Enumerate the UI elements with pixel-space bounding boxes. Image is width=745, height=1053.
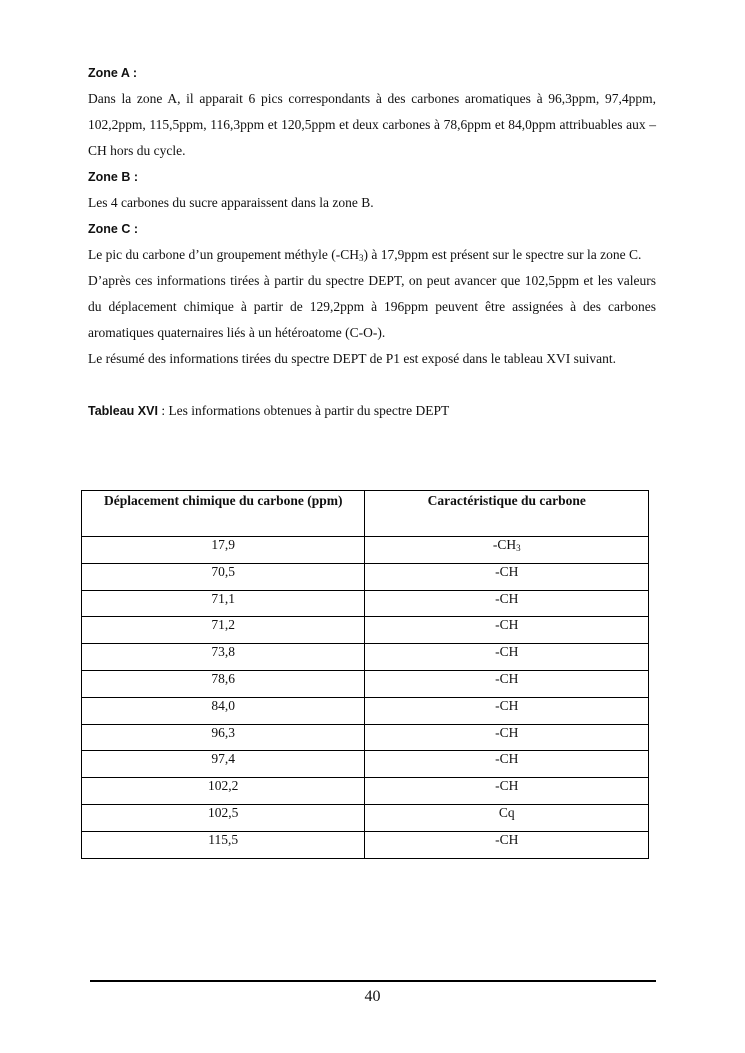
cell-carbon-type — [365, 724, 649, 751]
cell-carbon-type — [365, 590, 649, 617]
table-row — [82, 644, 649, 671]
cell-chemical-shift: 71,2 — [82, 617, 365, 644]
table-row — [82, 617, 649, 644]
table-caption — [88, 398, 656, 424]
header-chemical-shift: Déplacement chimique du carbone (ppm) — [82, 491, 365, 537]
carbon-type-text: -CH — [495, 778, 519, 794]
carbon-type-text: -CH — [495, 563, 519, 579]
cell-chemical-shift: 102,5 — [82, 804, 365, 831]
table-caption-label: Tableau XVI — [88, 404, 158, 418]
table-row — [82, 670, 649, 697]
table-row — [82, 804, 649, 831]
page-number: 40 — [364, 988, 381, 1005]
cell-carbon-type — [365, 617, 649, 644]
zone-c-paragraph — [88, 242, 656, 268]
table-row — [82, 778, 649, 805]
table-row — [82, 751, 649, 778]
zone-b-paragraph: Les 4 carbones du sucre apparaissent dans la zone B. — [88, 195, 374, 210]
carbon-type-text: -CH — [495, 617, 519, 633]
footer-divider — [90, 980, 656, 982]
table-caption-text: : Les informations obtenues à partir du spectre DEPT — [157, 403, 450, 418]
cell-chemical-shift: 96,3 — [82, 724, 365, 751]
cell-carbon-type — [365, 563, 649, 590]
document-body — [88, 60, 656, 424]
dept-table — [81, 490, 649, 859]
cell-carbon-type — [365, 804, 649, 831]
carbon-type-subscript: 3 — [516, 543, 521, 553]
carbon-type-text: -CH — [495, 724, 519, 740]
cell-carbon-type — [365, 751, 649, 778]
cell-chemical-shift: 115,5 — [82, 831, 365, 858]
table-row — [82, 537, 649, 564]
cell-chemical-shift: 84,0 — [82, 697, 365, 724]
table-row — [82, 590, 649, 617]
zone-b-heading: Zone B : — [88, 170, 138, 184]
zone-c-heading: Zone C : — [88, 222, 138, 236]
cell-carbon-type — [365, 697, 649, 724]
carbon-type-text: -CH — [495, 590, 519, 606]
table-row — [82, 724, 649, 751]
cell-carbon-type — [365, 644, 649, 671]
cell-chemical-shift: 78,6 — [82, 670, 365, 697]
table-body — [82, 537, 649, 859]
cell-chemical-shift: 73,8 — [82, 644, 365, 671]
header-carbon-type: Caractéristique du carbone — [365, 491, 649, 537]
cell-chemical-shift: 102,2 — [82, 778, 365, 805]
table-row — [82, 563, 649, 590]
zone-a-paragraph: Dans la zone A, il apparait 6 pics correspondants à des carbones aromatiques à 96,3ppm, 97,4ppm, 102,2ppm, 115,5ppm, 116,3ppm et 120,5ppm et deux carbones à 78,6ppm et 84,0ppm attribuables aux –CH hors du cycle. — [88, 91, 656, 158]
zone-c-text-after: ) à 17,9ppm est présent sur le spectre sur la zone C. — [363, 247, 642, 262]
dept-paragraph: D’après ces informations tirées à partir du spectre DEPT, on peut avancer que 102,5ppm et les valeurs du déplacement chimique à partir de 129,2ppm à 196ppm peuvent être assignées à des carbones aromatiques quaternaires liés à un hétéroatome (C-O-). — [88, 273, 656, 340]
cell-carbon-type — [365, 537, 649, 564]
carbon-type-text: -CH — [495, 697, 519, 713]
table-row — [82, 831, 649, 858]
carbon-type-text: Cq — [498, 804, 515, 820]
carbon-type-text: -CH — [495, 644, 519, 660]
cell-chemical-shift: 70,5 — [82, 563, 365, 590]
cell-carbon-type — [365, 670, 649, 697]
table-header-row — [82, 491, 649, 537]
carbon-type-text: -CH — [495, 831, 519, 847]
carbon-type-text: -CH — [495, 751, 519, 767]
cell-carbon-type — [365, 831, 649, 858]
carbon-type-text: -CH — [492, 537, 517, 552]
summary-paragraph: Le résumé des informations tirées du spectre DEPT de P1 est exposé dans le tableau XVI suivant. — [88, 351, 616, 366]
carbon-type-text: -CH — [495, 670, 519, 686]
cell-chemical-shift: 97,4 — [82, 751, 365, 778]
cell-carbon-type — [365, 778, 649, 805]
cell-chemical-shift: 17,9 — [82, 537, 365, 564]
zone-c-text-before: Le pic du carbone d’un groupement méthyle (-CH — [88, 247, 360, 262]
table-row — [82, 697, 649, 724]
zone-c-subscript: 3 — [359, 253, 364, 263]
zone-a-heading: Zone A : — [88, 66, 138, 80]
cell-chemical-shift: 71,1 — [82, 590, 365, 617]
